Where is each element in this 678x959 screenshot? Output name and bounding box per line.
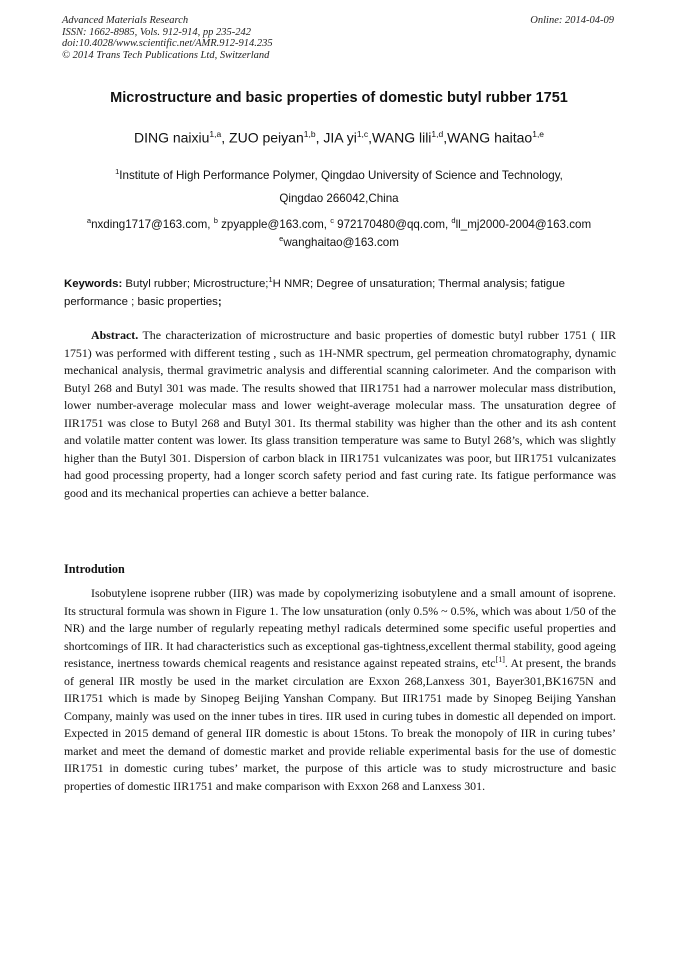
keywords-text: H NMR; Degree of unsaturation; Thermal analysis; fatigue performance ; basic properties [64,277,565,308]
email-superscript: a [86,216,92,225]
journal-header [62,15,273,61]
online-date: Online: 2014-04-09 [530,15,614,26]
email-e: wanghaitao@163.com [283,235,399,249]
introduction-text: . At present, the brands of general IIR mostly be used in the market circulation are Exxon 268,Lanxess 301, Bayer301,BK1675N and IIR1751 which is made by Sinopeg Beijing Yanshan Company. But IIR1751 made by Sinopeg Beijing Yanshan Company, mainly was used on the inner tubes in tires. IIR used in curing tubes in domestic all depended on import. Expected in 2015 demand of general IIR domestic is about 15tons. To break the monopoly of IIR in curing tubes’ market and meet the demand of domestic market and provide reliable experimental basis for the use of domestic IIR1751 in domestic curing tubes’ market, the purpose of this article was to study microstructure and basic properties of domestic IIR1751 and make comparison with Exxon 268 and Lanxess 301. [64,656,616,794]
email-superscript: d [451,216,456,225]
copyright-line: © 2014 Trans Tech Publications Ltd, Switzerland [62,49,270,61]
author-list [0,129,678,146]
email-c: 972170480@qq.com, [333,217,452,231]
introduction-paragraph [64,585,616,796]
author-superscript: 1,a [209,129,222,139]
issn-line: ISSN: 1662-8985, Vols. 912-914, pp 235-242 [62,26,251,38]
affiliation-text: Institute of High Performance Polymer, Qingdao University of Science and Technology, [119,168,563,182]
email-line-2 [0,234,678,249]
author-name: JIA yi [323,129,357,146]
author-name: DING naixiu [133,129,210,146]
email-superscript: e [279,234,284,243]
keywords-label: Keywords: [64,277,123,290]
author-superscript: 1,d [431,129,444,139]
author-separator: , [443,129,448,146]
doi-line: doi:10.4028/www.scientific.net/AMR.912-914.235 [62,38,273,50]
email-superscript: c [330,216,334,225]
email-superscript: b [213,216,218,225]
author-separator: , [368,129,373,146]
email-a: nxding1717@163.com, [91,217,214,231]
author-separator: , [315,129,324,146]
paper-title: Microstructure and basic properties of domestic butyl rubber 1751 [110,90,568,106]
journal-name: Advanced Materials Research [62,15,189,26]
affiliation-line-2: Qingdao 266042,China [279,192,399,205]
introduction-text: Isobutylene isoprene rubber (IIR) was made by copolymerizing isobutylene and a small amount of isoprene. Its structural formula was shown in Figure 1. The low unsaturation (only 0.5% ~ 0.5%, which was about 1/50 of the NR) and the large number of regularly repeating methyl radicals determined some specific useful properties and shortcomings of IIR. It had characteristics such as exceptional gas-tightness,excellent thermal stability, good ageing resistance, inertness towards chemical reagents and resistance against repeated strains, etc [64,586,616,671]
email-d: ll_mj2000-2004@163.com [455,217,592,231]
keywords-end: ; [217,295,222,308]
email-line-1 [0,216,678,231]
author-superscript: 1,b [303,129,316,139]
affiliation-superscript: 1 [115,167,120,176]
author-name: WANG lili [372,129,432,146]
keywords-superscript: 1 [268,275,273,284]
introduction-heading: Introdution [64,562,125,576]
author-superscript: 1,c [356,129,369,139]
author-separator: , [221,129,230,146]
abstract-text: The characterization of microstructure and basic properties of domestic butyl rubber 1751 ( IIR 1751) was performed with different testing , such as 1H-NMR spectrum, gel permeation chromatography, dynamic mechanical analysis, thermal gravimetric analysis and differential scanning calorimeter. And the comparison with Butyl 268 and Butyl 301 was made. The results showed that IIR1751 had a narrower molecular mass distribution, lower number-average molecular mass and lower weight-average molecular mass. The unsaturation degree of IIR1751 was close to Butyl 268 and Butyl 301. Its thermal stability was higher than the other and its ash content and volatile matter content was lower. Its glass transition temperature was same to Butyl 268’s, which was slightly higher than the Butyl 301. Dispersion of carbon black in IIR1751 vulcanizates was poor, but IIR1751 vulcanizates had good processing property, had a longer scorch safety period and fast curing rate. Its fatigue performance was good and its mechanical properties can achieve a better balance. [64,328,616,500]
abstract [64,327,616,502]
author-name: ZUO peiyan [229,129,304,146]
email-b: zpyapple@163.com, [217,217,331,231]
author-name: WANG haitao [447,129,533,146]
affiliation-line-1 [0,167,678,182]
author-superscript: 1,e [532,129,545,139]
citation-ref: [1] [495,655,505,665]
keywords [64,271,616,311]
keywords-text: Butyl rubber; Microstructure; [122,277,269,290]
abstract-label: Abstract. [91,328,139,342]
